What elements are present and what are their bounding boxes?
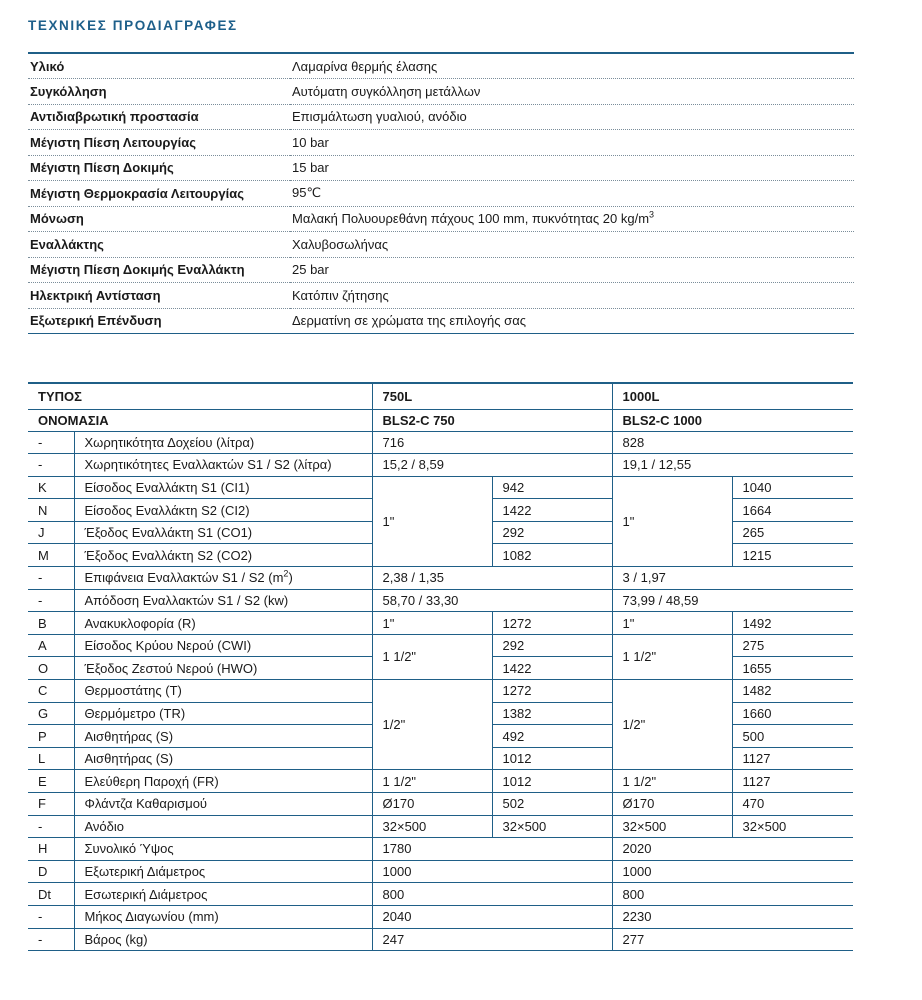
row-code: G xyxy=(28,702,74,725)
connection-750: 1 1/2" xyxy=(372,634,492,679)
spec-value-text: 95℃ xyxy=(292,185,322,201)
spec-value xyxy=(290,283,854,309)
table-row xyxy=(28,770,853,793)
row-code: N xyxy=(28,499,74,522)
row-code: - xyxy=(28,454,74,477)
position-1000: 32×500 xyxy=(732,815,853,838)
spec-value-text: Δερματίνη σε χρώματα της επιλογής σας xyxy=(292,313,526,329)
position-1000: 265 xyxy=(732,521,853,544)
connection-750: 1" xyxy=(372,476,492,566)
spec-row xyxy=(28,257,854,283)
spec-label: Μέγιστη Πίεση Λειτουργίας xyxy=(28,130,290,156)
row-code: P xyxy=(28,725,74,748)
table-row xyxy=(28,815,853,838)
spec-value xyxy=(290,308,854,334)
row-code: H xyxy=(28,838,74,861)
spec-value-text: Κατόπιν ζήτησης xyxy=(292,287,389,303)
row-code: O xyxy=(28,657,74,680)
value-750: 2,38 / 1,35 xyxy=(372,567,612,590)
value-750: 1000 xyxy=(372,860,612,883)
row-label: Αισθητήρας (S) xyxy=(74,725,372,748)
spec-row xyxy=(28,181,854,207)
row-code: Dt xyxy=(28,883,74,906)
row-label-text: Επιφάνεια Εναλλακτών S1 / S2 (m xyxy=(84,570,284,586)
value-1000: 19,1 / 12,55 xyxy=(612,454,853,477)
table-row xyxy=(28,793,853,816)
position-750: 1082 xyxy=(492,544,612,567)
row-label: Συνολικό Ύψος xyxy=(74,838,372,861)
position-750: 1272 xyxy=(492,680,612,703)
spec-value-text: 25 bar xyxy=(292,262,329,278)
table-row xyxy=(28,883,853,906)
spec-value xyxy=(290,53,854,79)
value-1000: 3 / 1,97 xyxy=(612,567,853,590)
position-750: 942 xyxy=(492,476,612,499)
type-label: ΤΥΠΟΣ xyxy=(28,383,372,409)
value-750: 2040 xyxy=(372,905,612,928)
technical-table xyxy=(28,382,853,951)
row-code: - xyxy=(28,928,74,951)
row-label: Έξοδος Εναλλάκτη S1 (CO1) xyxy=(74,521,372,544)
position-750: 1012 xyxy=(492,747,612,770)
row-label: Αισθητήρας (S) xyxy=(74,747,372,770)
position-1000: 1482 xyxy=(732,680,853,703)
row-label: Έξοδος Εναλλάκτη S2 (CO2) xyxy=(74,544,372,567)
position-1000: 1492 xyxy=(732,612,853,635)
table-row xyxy=(28,905,853,928)
value-750: 1780 xyxy=(372,838,612,861)
row-code: F xyxy=(28,793,74,816)
position-750: 1422 xyxy=(492,657,612,680)
spec-row xyxy=(28,130,854,156)
spec-value xyxy=(290,104,854,130)
row-label-end: ) xyxy=(288,570,293,586)
row-label: Εξωτερική Διάμετρος xyxy=(74,860,372,883)
position-1000: 275 xyxy=(732,634,853,657)
row-label: Θερμοστάτης (T) xyxy=(74,680,372,703)
row-label: Ελεύθερη Παροχή (FR) xyxy=(74,770,372,793)
spec-row xyxy=(28,308,854,334)
row-label: Είσοδος Εναλλάκτη S1 (CI1) xyxy=(74,476,372,499)
spec-value xyxy=(290,79,854,105)
value-1000: 1000 xyxy=(612,860,853,883)
connection-750: 1/2" xyxy=(372,680,492,770)
value-750: 58,70 / 33,30 xyxy=(372,589,612,612)
table-row xyxy=(28,567,853,590)
spec-value xyxy=(290,130,854,156)
position-1000: 500 xyxy=(732,725,853,748)
spec-label: Μέγιστη Πίεση Δοκιμής xyxy=(28,155,290,181)
spec-value-text: Λαμαρίνα θερμής έλασης xyxy=(292,58,438,74)
position-750: 1272 xyxy=(492,612,612,635)
row-code: - xyxy=(28,589,74,612)
spec-value-text: Μαλακή Πολυουρεθάνη πάχους 100 mm, πυκνότητας 20 kg/m xyxy=(292,211,650,227)
row-label: Ανακυκλοφορία (R) xyxy=(74,612,372,635)
row-code: - xyxy=(28,567,74,590)
row-label: Μήκος Διαγωνίου (mm) xyxy=(74,905,372,928)
model-1000-header: 1000L xyxy=(612,383,853,409)
row-code: - xyxy=(28,905,74,928)
row-code: B xyxy=(28,612,74,635)
spec-row xyxy=(28,155,854,181)
table-header-row xyxy=(28,383,853,409)
model-750-name: BLS2-C 750 xyxy=(372,409,612,431)
spec-row xyxy=(28,206,854,232)
row-code: - xyxy=(28,431,74,454)
spec-row xyxy=(28,104,854,130)
table-row xyxy=(28,589,853,612)
spec-label: Συγκόλληση xyxy=(28,79,290,105)
value-1000: 2020 xyxy=(612,838,853,861)
position-750: 502 xyxy=(492,793,612,816)
spec-value-text: Αυτόματη συγκόλληση μετάλλων xyxy=(292,83,481,99)
spec-value xyxy=(290,155,854,181)
value-750: 247 xyxy=(372,928,612,951)
row-label: Φλάντζα Καθαρισμού xyxy=(74,793,372,816)
table-row xyxy=(28,431,853,454)
spec-value xyxy=(290,181,854,207)
position-1000: 1660 xyxy=(732,702,853,725)
value-1000: 2230 xyxy=(612,905,853,928)
table-row xyxy=(28,928,853,951)
spec-value xyxy=(290,206,854,232)
row-label: Θερμόμετρο (TR) xyxy=(74,702,372,725)
position-1000: 1655 xyxy=(732,657,853,680)
table-row xyxy=(28,838,853,861)
spec-value-text: Χαλυβοσωλήνας xyxy=(292,236,389,252)
section-title: ΤΕΧΝΙΚΕΣ ΠΡΟΔΙΑΓΡΑΦΕΣ xyxy=(28,18,238,33)
row-label: Βάρος (kg) xyxy=(74,928,372,951)
connection-1000: 1" xyxy=(612,612,732,635)
connection-750: 1 1/2" xyxy=(372,770,492,793)
spec-label: Μέγιστη Πίεση Δοκιμής Εναλλάκτη xyxy=(28,257,290,283)
connection-1000: 1" xyxy=(612,476,732,566)
table-row xyxy=(28,454,853,477)
spec-value-text: Επισμάλτωση γυαλιού, ανόδιο xyxy=(292,109,467,125)
connection-1000: Ø170 xyxy=(612,793,732,816)
row-label: Είσοδος Κρύου Νερού (CWI) xyxy=(74,634,372,657)
name-label: ΟΝΟΜΑΣΙΑ xyxy=(28,409,372,431)
row-label: Απόδοση Εναλλακτών S1 / S2 (kw) xyxy=(74,589,372,612)
row-label: Εσωτερική Διάμετρος xyxy=(74,883,372,906)
position-1000: 470 xyxy=(732,793,853,816)
spec-value-text: 15 bar xyxy=(292,160,329,176)
connection-1000: 1/2" xyxy=(612,680,732,770)
position-750: 1422 xyxy=(492,499,612,522)
value-750: 716 xyxy=(372,431,612,454)
spec-label: Εξωτερική Επένδυση xyxy=(28,308,290,334)
table-row xyxy=(28,612,853,635)
table-row xyxy=(28,680,853,703)
value-1000: 800 xyxy=(612,883,853,906)
row-code: K xyxy=(28,476,74,499)
connection-1000: 32×500 xyxy=(612,815,732,838)
row-code: C xyxy=(28,680,74,703)
value-1000: 73,99 / 48,59 xyxy=(612,589,853,612)
value-750: 15,2 / 8,59 xyxy=(372,454,612,477)
superscript: 2 xyxy=(283,569,289,580)
row-code: A xyxy=(28,634,74,657)
connection-750: Ø170 xyxy=(372,793,492,816)
connection-1000: 1 1/2" xyxy=(612,634,732,679)
connection-750: 1" xyxy=(372,612,492,635)
superscript: 3 xyxy=(649,209,655,220)
position-750: 1382 xyxy=(492,702,612,725)
row-code: M xyxy=(28,544,74,567)
spec-label: Μόνωση xyxy=(28,206,290,232)
row-code: E xyxy=(28,770,74,793)
position-750: 32×500 xyxy=(492,815,612,838)
connection-1000: 1 1/2" xyxy=(612,770,732,793)
position-1000: 1127 xyxy=(732,747,853,770)
row-label: Έξοδος Ζεστού Νερού (HWO) xyxy=(74,657,372,680)
spec-label: Μέγιστη Θερμοκρασία Λειτουργίας xyxy=(28,181,290,207)
spec-label: Ηλεκτρική Αντίσταση xyxy=(28,283,290,309)
row-label: Χωρητικότητα Δοχείου (λίτρα) xyxy=(74,431,372,454)
spec-row xyxy=(28,79,854,105)
spec-value xyxy=(290,257,854,283)
row-label: Είσοδος Εναλλάκτη S2 (CI2) xyxy=(74,499,372,522)
spec-label: Αντιδιαβρωτική προστασία xyxy=(28,104,290,130)
row-label xyxy=(74,567,372,590)
spec-label: Εναλλάκτης xyxy=(28,232,290,258)
value-1000: 828 xyxy=(612,431,853,454)
spec-row xyxy=(28,53,854,79)
connection-750: 32×500 xyxy=(372,815,492,838)
table-row xyxy=(28,860,853,883)
position-750: 1012 xyxy=(492,770,612,793)
table-name-row xyxy=(28,409,853,431)
spec-value xyxy=(290,232,854,258)
value-750: 800 xyxy=(372,883,612,906)
position-750: 492 xyxy=(492,725,612,748)
specifications-list xyxy=(28,52,854,334)
spec-row xyxy=(28,283,854,309)
position-750: 292 xyxy=(492,634,612,657)
value-1000: 277 xyxy=(612,928,853,951)
row-code: - xyxy=(28,815,74,838)
table-row xyxy=(28,634,853,657)
position-1000: 1127 xyxy=(732,770,853,793)
position-1000: 1040 xyxy=(732,476,853,499)
row-code: L xyxy=(28,747,74,770)
table-row xyxy=(28,476,853,499)
model-1000-name: BLS2-C 1000 xyxy=(612,409,853,431)
row-label: Χωρητικότητες Εναλλακτών S1 / S2 (λίτρα) xyxy=(74,454,372,477)
spec-label: Υλικό xyxy=(28,53,290,79)
model-750-header: 750L xyxy=(372,383,612,409)
row-code: J xyxy=(28,521,74,544)
row-code: D xyxy=(28,860,74,883)
position-1000: 1215 xyxy=(732,544,853,567)
spec-row xyxy=(28,232,854,258)
row-label: Ανόδιο xyxy=(74,815,372,838)
position-1000: 1664 xyxy=(732,499,853,522)
spec-value-text: 10 bar xyxy=(292,134,329,150)
position-750: 292 xyxy=(492,521,612,544)
